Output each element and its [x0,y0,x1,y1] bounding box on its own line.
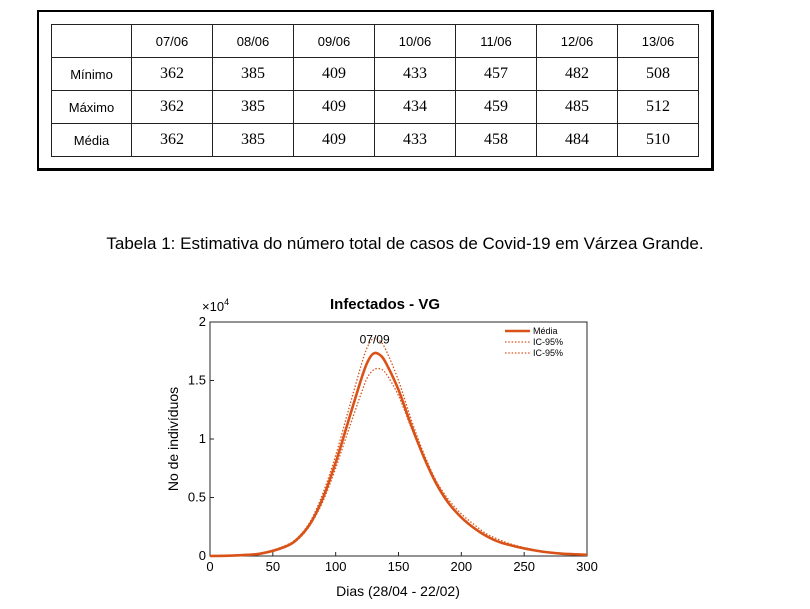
table-header-date: 12/06 [537,25,618,58]
table-cell: 409 [294,58,375,91]
row-label: Média [52,124,132,157]
table-header-date: 09/06 [294,25,375,58]
table-cell: 512 [618,91,699,124]
y-tick-label: 2 [198,314,206,329]
y-axis-label: No de indivíduos [165,386,181,492]
table-header-date: 10/06 [375,25,456,58]
y-multiplier-base: ×10 [202,299,225,314]
table-cell: 385 [213,58,294,91]
x-tick-label: 150 [387,559,410,574]
row-label: Mínimo [52,58,132,91]
table-cell: 362 [132,91,213,124]
table-cell: 409 [294,91,375,124]
y-tick-label: 1.5 [187,372,206,388]
table-cell: 459 [456,91,537,124]
table-cell: 385 [213,91,294,124]
chart-title: Infectados - VG [329,296,441,313]
infected-chart [150,290,610,602]
table-header-date: 11/06 [456,25,537,58]
table-cell: 482 [537,58,618,91]
table-cell: 458 [456,124,537,157]
table-header-date: 07/06 [132,25,213,58]
table-row-minimo [52,58,699,91]
legend [505,326,563,358]
table-cell: 485 [537,91,618,124]
table-frame [37,10,714,171]
table-cell: 433 [375,58,456,91]
table-row-media [52,124,699,157]
legend-entry: Média [533,326,558,336]
y-tick-label: 0 [198,548,206,563]
legend-entry: IC-95% [533,337,564,347]
series-line-ic95-1 [210,338,587,556]
table-cell: 434 [375,91,456,124]
table-cell: 484 [537,124,618,157]
table-header-date: 08/06 [213,25,294,58]
table-corner-cell [52,25,132,58]
table-cell: 457 [456,58,537,91]
y-multiplier [202,297,229,314]
table-cell: 433 [375,124,456,157]
series-line-media [210,353,587,556]
table-row-maximo [52,91,699,124]
y-tick-label: 0.5 [187,489,206,505]
table-cell: 409 [294,124,375,157]
legend-entry: IC-95% [533,348,564,358]
estimates-table [51,24,699,157]
table-caption: Tabela 1: Estimativa do número total de casos de Covid-19 em Várzea Grande. [106,234,704,253]
plot-area [210,322,587,556]
x-tick-label: 250 [513,559,536,574]
y-multiplier-exponent: 4 [224,297,230,307]
series-layer [210,338,587,556]
table-header-row [52,25,699,58]
table-header-date: 13/06 [618,25,699,58]
y-tick-label: 1 [198,431,206,446]
x-tick-label: 0 [206,559,214,574]
x-tick-label: 50 [265,559,281,574]
table-cell: 508 [618,58,699,91]
x-axis-label: Dias (28/04 - 22/02) [336,583,460,599]
table-cell: 362 [132,58,213,91]
x-tick-label: 200 [450,559,473,574]
x-tick-label: 100 [324,559,347,574]
x-tick-label: 300 [576,559,598,574]
table-cell: 362 [132,124,213,157]
series-line-ic95-2 [210,368,587,556]
row-label: Máximo [52,91,132,124]
table-cell: 385 [213,124,294,157]
table-cell: 510 [618,124,699,157]
peak-annotation: 07/09 [359,332,390,347]
